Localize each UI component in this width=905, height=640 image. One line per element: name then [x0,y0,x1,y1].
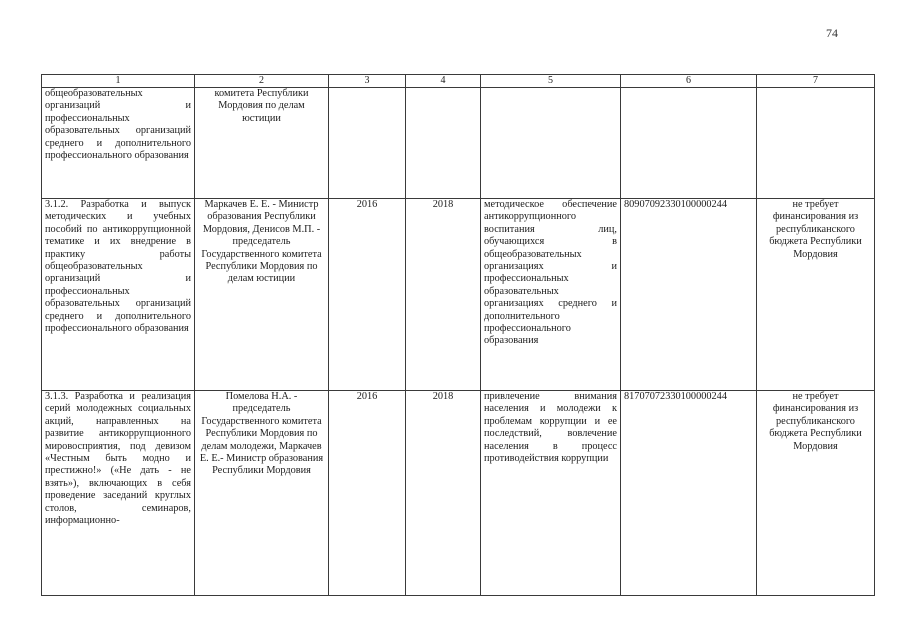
column-header: 7 [757,75,875,88]
start-year-cell: 2016 [329,391,406,596]
budget-code-cell: 80907092330100000244 [621,199,757,391]
measure-cell: 3.1.2. Разработка и выпуск методических и учебных пособий по антикоррупционной тематике и их внедрение в практику работы общеобразовательных организаций и профессиональных образовательных организаций среднего и дополнительного профессионального образования [42,199,195,391]
responsible-cell: комитета Республики Мордовия по делам юстиции [195,88,329,199]
column-header: 1 [42,75,195,88]
end-year-cell [406,88,481,199]
budget-code-cell: 81707072330100000244 [621,391,757,596]
responsible-cell: Помелова Н.А. - председатель Государственного комитета Республики Мордовия по делам молодежи, Маркачев Е. Е.- Министр образования Республики Мордовия [195,391,329,596]
column-header: 4 [406,75,481,88]
financing-cell [757,88,875,199]
table-row [42,88,875,199]
page-number: 74 [826,26,838,40]
table-row [42,391,875,596]
start-year-cell: 2016 [329,199,406,391]
start-year-cell [329,88,406,199]
result-cell: методическое обеспечение антикоррупционного воспитания лиц, обучающихся в общеобразовательных организациях и профессиональных образовательных организациях среднего и дополнительного профессионального образования [481,199,621,391]
result-cell: привлечение внимания населения и молодежи к проблемам коррупции и ее последствий, вовлечение населения в процесс противодействия коррупции [481,391,621,596]
financing-cell: не требует финансирования из республиканского бюджета Республики Мордовия [757,391,875,596]
measure-cell: общеобразовательных организаций и профессиональных образовательных организаций среднего и дополнительного профессионального образования [42,88,195,199]
end-year-cell: 2018 [406,199,481,391]
end-year-cell: 2018 [406,391,481,596]
column-header: 5 [481,75,621,88]
header-row [42,75,875,88]
result-cell [481,88,621,199]
column-header: 6 [621,75,757,88]
table-row [42,199,875,391]
responsible-cell: Маркачев Е. Е. - Министр образования Республики Мордовия, Денисов М.П. - председатель Государственного комитета Республики Мордовия по делам юстиции [195,199,329,391]
column-header: 3 [329,75,406,88]
budget-code-cell [621,88,757,199]
measure-cell: 3.1.3. Разработка и реализация серий молодежных социальных акций, направленных на развитие антикоррупционного мировосприятия, под девизом «Честным быть модно и престижно!» («Не дать - не взять»), включающих в себя проведение заседаний круглых столов, семинаров, информационно- [42,391,195,596]
financing-cell: не требует финансирования из республиканского бюджета Республики Мордовия [757,199,875,391]
column-header: 2 [195,75,329,88]
program-table [41,74,875,596]
